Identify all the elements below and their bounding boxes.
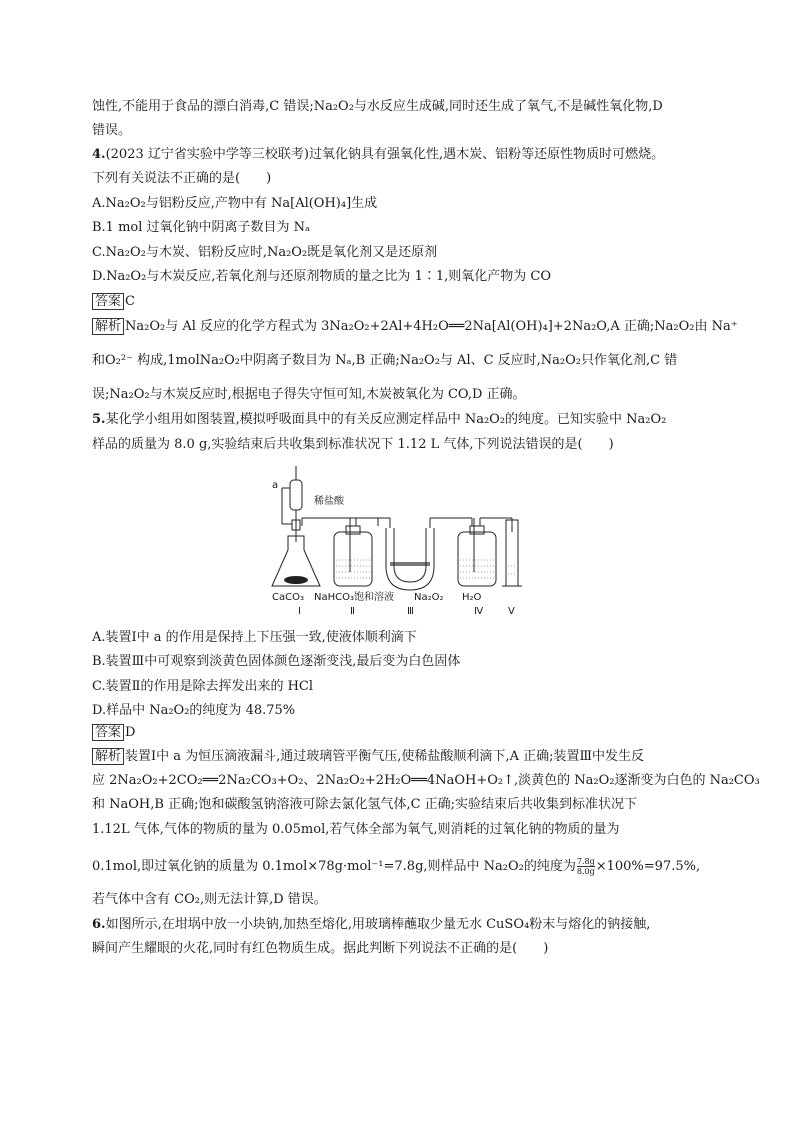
label-acid: 稀盐酸: [314, 496, 344, 507]
label-na2o2: Na₂O₂: [414, 592, 444, 603]
label-device-4: Ⅳ: [474, 606, 484, 617]
answer-tag: 答案: [92, 724, 124, 741]
option-b: B.1 mol 过氧化钠中阴离子数目为 Nₐ: [92, 220, 311, 235]
question-number: 6.: [92, 917, 106, 932]
answer-line: [92, 724, 712, 742]
option-a: A.Na₂O₂与铝粉反应,产物中有 Na[Al(OH)₄]生成: [92, 196, 378, 211]
analysis-line: [92, 318, 738, 336]
label-nahco3: NaHCO₃饱和溶液: [314, 592, 394, 603]
question-number: 4.: [92, 147, 106, 162]
option-a: A.装置Ⅰ中 a 的作用是保持上下压强一致,使液体顺利滴下: [92, 630, 417, 645]
label-device-3: Ⅲ: [407, 606, 414, 617]
question-6-stem-cont: 瞬间产生耀眼的火花,同时有红色物质生成。据此判断下列说法不正确的是( ): [92, 941, 549, 956]
option-d: D.样品中 Na₂O₂的纯度为 48.75%: [92, 703, 296, 718]
analysis-line: 若气体中含有 CO₂,则无法计算,D 错误。: [92, 892, 327, 907]
question-5-stem: [92, 411, 712, 429]
analysis-line: 和 NaOH,B 正确;饱和碳酸氢钠溶液可除去氯化氢气体,C 正确;实验结束后共收集到标准状况下: [92, 797, 638, 812]
label-device-1: Ⅰ: [298, 606, 301, 617]
label-h2o: H₂O: [462, 592, 482, 603]
text-line: 错误。: [92, 123, 132, 138]
option-d: D.Na₂O₂与木炭反应,若氧化剂与还原剂物质的量之比为 1∶1,则氧化产物为 CO: [92, 269, 551, 284]
analysis-tag: 解析: [92, 318, 124, 335]
analysis-line: 误;Na₂O₂与木炭反应时,根据电子得失守恒可知,木炭被氧化为 CO,D 正确。: [92, 387, 526, 402]
question-4-stem-cont: 下列有关说法不正确的是( ): [92, 171, 272, 186]
question-text: 某化学小组用如图装置,模拟呼吸面具中的有关反应测定样品中 Na₂O₂的纯度。已知实验中 Na₂O₂: [105, 412, 667, 427]
question-6-stem: [92, 916, 712, 934]
answer-value: D: [125, 725, 136, 740]
analysis-text: Na₂O₂与 Al 反应的化学方程式为 3Na₂O₂+2Al+4H₂O══2Na[Al(OH)₄]+2Na₂O,A 正确;Na₂O₂由 Na⁺: [125, 319, 738, 334]
label-device-2: Ⅱ: [350, 606, 355, 617]
analysis-tag: 解析: [92, 748, 124, 765]
analysis-line: 应 2Na₂O₂+2CO₂══2Na₂CO₃+O₂、2Na₂O₂+2H₂O══4NaOH+O₂↑,淡黄色的 Na₂O₂逐渐变为白色的 Na₂CO₃: [92, 773, 760, 788]
analysis-text: 0.1mol,即过氧化钠的质量为 0.1mol×78g·mol⁻¹=7.8g,则样品中 Na₂O₂的纯度为: [92, 859, 576, 874]
analysis-line: [92, 748, 712, 766]
option-b: B.装置Ⅲ中可观察到淡黄色固体颜色逐渐变浅,最后变为白色固体: [92, 654, 461, 669]
fraction-denominator: 8.0g: [576, 867, 595, 876]
question-5-stem-cont: 样品的质量为 8.0 g,实验结束后共收集到标准状况下 1.12 L 气体,下列说法错误的是( ): [92, 437, 614, 452]
option-c: C.装置Ⅱ的作用是除去挥发出来的 HCl: [92, 679, 314, 694]
answer-tag: 答案: [92, 293, 124, 310]
label-a: a: [272, 480, 279, 491]
label-caco3: CaCO₃: [272, 592, 304, 603]
analysis-line: 和O₂²⁻ 构成,1molNa₂O₂中阴离子数目为 Nₐ,B 正确;Na₂O₂与 Al、C 反应时,Na₂O₂只作氧化剂,C 错: [92, 353, 678, 368]
label-device-5: Ⅴ: [508, 606, 515, 617]
option-c: C.Na₂O₂与木炭、铝粉反应时,Na₂O₂既是氧化剂又是还原剂: [92, 245, 438, 260]
analysis-line: [92, 857, 712, 876]
question-text: 如图所示,在坩埚中放一小块钠,加热至熔化,用玻璃棒蘸取少量无水 CuSO₄粉末与熔化的钠接触,: [105, 917, 651, 932]
question-number: 5.: [92, 412, 106, 427]
fraction: [577, 857, 595, 876]
analysis-text: 装置Ⅰ中 a 为恒压滴液漏斗,通过玻璃管平衡气压,使稀盐酸顺利滴下,A 正确;装置Ⅲ中发生反: [125, 749, 645, 764]
fraction-numerator: 7.8g: [576, 857, 595, 866]
text-line: 蚀性,不能用于食品的漂白消毒,C 错误;Na₂O₂与水反应生成碱,同时还生成了氧气,不是碱性氧化物,D: [92, 99, 663, 114]
analysis-text: ×100%=97.5%,: [595, 859, 701, 874]
answer-value: C: [125, 294, 135, 309]
apparatus-figure: [268, 462, 528, 622]
analysis-line: 1.12L 气体,气体的物质的量为 0.05mol,若气体全部为氧气,则消耗的过氧化钠的物质的量为: [92, 822, 620, 837]
answer-line: [92, 293, 712, 311]
question-text: (2023 辽宁省实验中学等三校联考)过氧化钠具有强氧化性,遇木炭、铝粉等还原性物质时可燃烧。: [105, 147, 665, 162]
question-4-stem: [92, 146, 712, 164]
